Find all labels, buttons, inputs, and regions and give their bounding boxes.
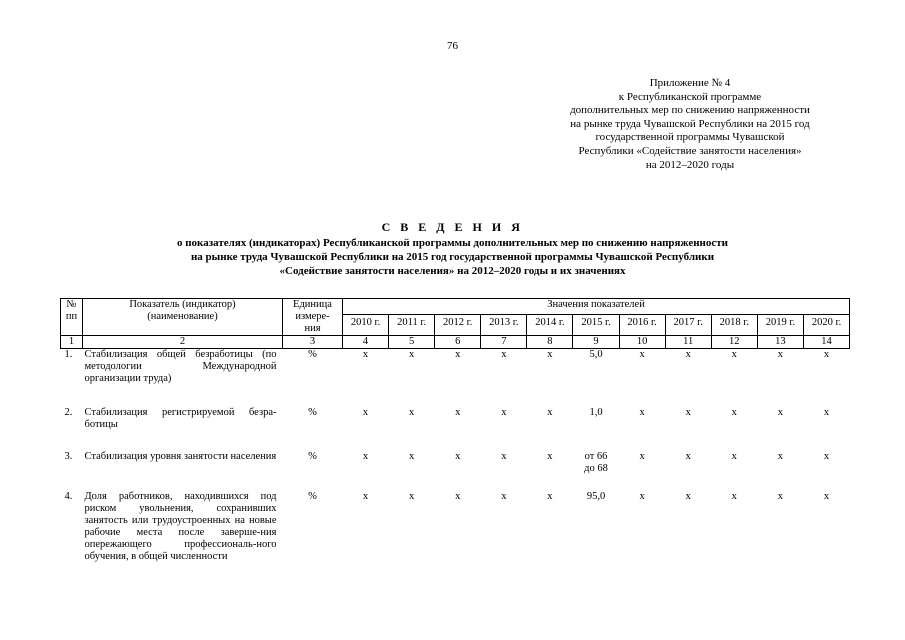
row-indicator-name: Доля работников, находившихся под риском увольнения, сохранивших занятость или трудоустроенных на новые рабочие места после заверше-ния опережающего профессиональ-ного обучения, в общей численности (84, 490, 277, 562)
row-number: 3. (64, 450, 73, 462)
row-value: x (362, 490, 369, 502)
row-value: x (731, 349, 737, 360)
page-number: 76 (447, 40, 458, 52)
header-year: 2018 г. (711, 314, 757, 335)
header-year: 2016 г. (619, 314, 665, 335)
header-unit-text: измере- (295, 311, 330, 322)
row-value: x (777, 450, 784, 462)
column-number: 5 (389, 336, 435, 349)
header-indicator (83, 299, 283, 336)
row-indicator-name: Стабилизация общей безработицы (по методологии Международной организации труда) (84, 349, 277, 384)
row-value: x (685, 349, 691, 360)
header-year: 2013 г. (481, 314, 527, 335)
row-value: x (639, 490, 645, 502)
column-number: 12 (711, 336, 757, 349)
row-number: 2. (64, 406, 73, 418)
row-value: 5,0 (589, 349, 603, 360)
row-value: x (639, 450, 645, 462)
row-value: от 66 до 68 (584, 450, 608, 474)
table-header-row (61, 299, 850, 315)
appendix-line: Приложение № 4 (649, 77, 731, 89)
appendix-line: к Республиканской программе (618, 90, 762, 103)
row-value: x (731, 490, 737, 502)
row-value: x (409, 349, 415, 360)
header-unit-text: ния (304, 323, 321, 334)
row-indicator-name: Стабилизация уровня занятости населения (84, 450, 277, 462)
document-subtitle-line: о показателях (индикаторах) Республиканской программы дополнительных мер по снижению напряженности (176, 237, 729, 249)
appendix-line: Республики «Содействие занятости населения» (578, 144, 802, 157)
row-value: x (501, 490, 507, 502)
row-value: x (777, 406, 784, 418)
column-number: 10 (619, 336, 665, 349)
row-value: x (362, 406, 369, 418)
row-value: x (501, 450, 507, 462)
header-year: 2014 г. (527, 314, 573, 335)
header-indicator-text: Показатель (индикатор) (129, 299, 236, 310)
column-number: 1 (61, 336, 83, 349)
header-year: 2010 г. (343, 314, 389, 335)
column-number: 14 (803, 336, 849, 349)
column-number: 13 (757, 336, 803, 349)
row-value: x (362, 450, 369, 462)
appendix-line: дополнительных мер по снижению напряженности (570, 104, 810, 117)
column-number: 4 (343, 336, 389, 349)
row-value: x (777, 490, 784, 502)
row-value: x (731, 450, 737, 462)
row-unit: % (308, 490, 317, 502)
row-value: x (409, 450, 415, 462)
header-year: 2019 г. (757, 314, 803, 335)
header-year: 2011 г. (389, 314, 435, 335)
row-value: 1,0 (589, 406, 603, 418)
row-value: x (455, 406, 461, 418)
row-value: x (547, 349, 553, 360)
row-value: x (685, 490, 691, 502)
row-value: x (409, 490, 415, 502)
row-value: x (455, 450, 461, 462)
header-num-text: пп (65, 311, 78, 322)
column-number: 3 (283, 336, 343, 349)
header-indicator-text: (наименование) (147, 311, 218, 322)
row-value: x (501, 406, 507, 418)
header-year: 2012 г. (435, 314, 481, 335)
header-unit-text: Единица (293, 299, 332, 310)
header-unit (283, 299, 343, 336)
document-subtitle-line: «Содействие занятости населения» на 2012–2020 годы и их значениях (279, 264, 626, 277)
header-num-text: № (66, 299, 77, 310)
appendix-line: на 2012–2020 годы (645, 158, 735, 171)
document-title-block (0, 220, 905, 278)
row-value: x (547, 490, 553, 502)
row-value: x (362, 349, 369, 360)
row-value: x (731, 406, 737, 418)
appendix-note (520, 77, 860, 172)
header-year: 2015 г. (573, 314, 619, 335)
appendix-line: на рынке труда Чувашской Республики на 2015 год (570, 117, 810, 130)
row-value: x (639, 349, 645, 360)
row-value: x (823, 406, 830, 418)
header-year: 2017 г. (665, 314, 711, 335)
row-value: x (823, 349, 830, 360)
row-unit: % (308, 406, 317, 418)
column-number: 6 (435, 336, 481, 349)
table-row (61, 349, 850, 407)
document-title: С В Е Д Е Н И Я (381, 220, 524, 234)
table-row (61, 407, 850, 451)
column-number-row (61, 336, 850, 349)
row-value: x (409, 406, 415, 418)
column-number: 2 (83, 336, 283, 349)
row-value: 95,0 (586, 490, 606, 502)
row-number: 1. (64, 349, 73, 360)
row-value: x (455, 349, 461, 360)
column-number: 9 (573, 336, 619, 349)
column-number: 8 (527, 336, 573, 349)
row-value: x (455, 490, 461, 502)
header-num (61, 299, 83, 336)
row-value: x (823, 490, 830, 502)
row-value: x (547, 406, 553, 418)
row-unit: % (308, 349, 317, 360)
document-subtitle-line: на рынке труда Чувашской Республики на 2015 год государственной программы Чувашской Республики (190, 250, 715, 263)
row-value: x (777, 349, 784, 360)
table-row (61, 491, 850, 563)
indicators-table (60, 298, 850, 563)
row-value: x (685, 450, 691, 462)
header-values: Значения показателей (343, 299, 850, 315)
row-value: x (501, 349, 507, 360)
row-value: x (823, 450, 830, 462)
row-value: x (685, 406, 691, 418)
row-value: x (639, 406, 645, 418)
table-row (61, 451, 850, 491)
column-number: 7 (481, 336, 527, 349)
row-unit: % (308, 450, 317, 462)
row-value: x (547, 450, 553, 462)
row-indicator-name: Стабилизация регистрируемой безра-ботицы (84, 406, 277, 430)
appendix-line: государственной программы Чувашской (595, 131, 785, 144)
column-number: 11 (665, 336, 711, 349)
header-year: 2020 г. (803, 314, 849, 335)
row-number: 4. (64, 490, 73, 502)
